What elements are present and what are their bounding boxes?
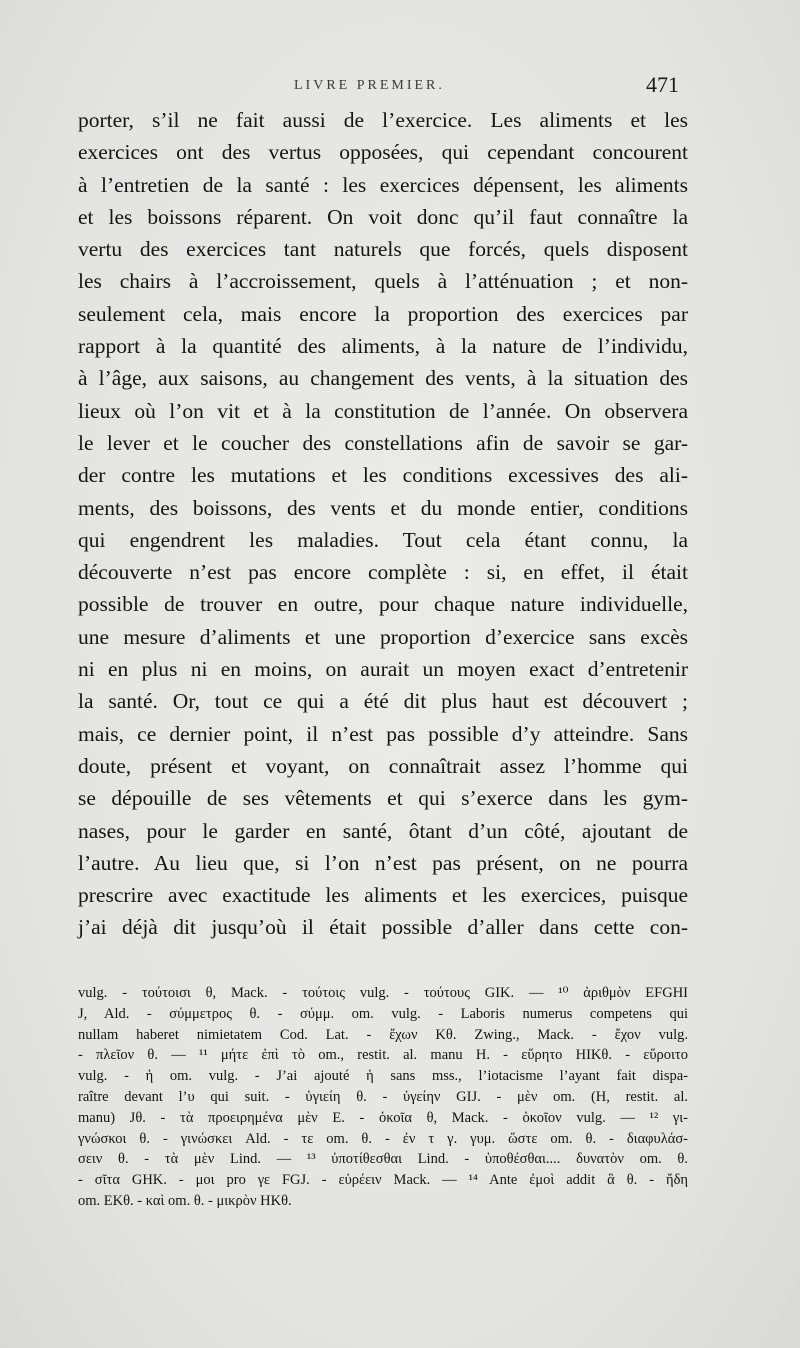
text-line: prescrire avec exactitude les aliments et les exercices, puisque [78, 883, 688, 908]
text-line: vertu des exercices tant naturels que forcés, quels disposent [78, 237, 688, 262]
page-number: 471 [646, 72, 679, 97]
text-line: découverte n’est pas encore complète : si, en effet, il était [78, 560, 688, 585]
footnote-line: nullam haberet nimietatem Cod. Lat. - ἔχων Kθ. Zwing., Mack. - ἔχον vulg. [78, 1026, 688, 1043]
running-title: LIVRE PREMIER. [294, 78, 445, 93]
text-line: lieux où l’on vit et à la constitution de l’année. On observera [78, 398, 688, 423]
footnote-line: J, Ald. - σύμμετρος θ. - σύμμ. om. vulg. - Laboris numerus competens qui [78, 1005, 688, 1022]
text-line: le lever et le coucher des constellations afin de savoir se gar- [78, 430, 688, 455]
text-line: qui engendrent les maladies. Tout cela étant connu, la [78, 527, 688, 552]
footnote-line: vulg. - ἡ om. vulg. - J’ai ajouté ἡ sans mss., l’iotacisme l’ayant fait dispa- [78, 1068, 688, 1085]
text-line: la santé. Or, tout ce qui a été dit plus haut est découvert ; [78, 689, 688, 714]
text-line: doute, présent et voyant, on connaîtrait assez l’homme qui [78, 753, 688, 778]
text-line: seulement cela, mais encore la proportion des exercices par [78, 301, 688, 326]
footnote-line: - σῖτα GHK. - μοι pro γε FGJ. - εὑρέειν Mack. — ¹⁴ Ante ἐμοὶ addit ἃ θ. - ἤδη [78, 1172, 688, 1189]
text-line: exercices ont des vertus opposées, qui cependant concourent [78, 140, 688, 165]
text-line: mais, ce dernier point, il n’est pas possible d’y atteindre. Sans [78, 721, 688, 746]
footnotes [78, 983, 688, 1212]
text-line: porter, s’il ne fait aussi de l’exercice. Les aliments et les [78, 108, 688, 132]
text-line: à l’entretien de la santé : les exercices dépensent, les aliments [78, 172, 688, 197]
text-line: et les boissons réparent. On voit donc qu’il faut connaître la [78, 204, 688, 229]
text-line: nases, pour le garder en santé, ôtant d’un côté, ajoutant de [78, 818, 688, 843]
main-text [78, 104, 688, 944]
running-head [0, 72, 800, 102]
footnote-line: vulg. - τούτοισι θ, Mack. - τούτοις vulg. - τούτους GIK. — ¹⁰ ἀριθμὸν EFGHI [78, 985, 688, 1001]
text-line: se dépouille de ses vêtements et qui s’exerce dans les gym- [78, 786, 688, 811]
footnote-line: manu) Jθ. - τὰ προειρημένα μὲν E. - ὁκοῖα θ, Mack. - ὁκοῖον vulg. — ¹² γι- [78, 1109, 688, 1126]
text-line: der contre les mutations et les conditions excessives des ali- [78, 463, 688, 488]
footnote-line: om. EKθ. - καὶ om. θ. - μικρὸν HKθ. [78, 1192, 292, 1209]
text-line: j’ai déjà dit jusqu’où il était possible d’aller dans cette con- [78, 915, 688, 940]
text-line: rapport à la quantité des aliments, à la nature de l’individu, [78, 334, 688, 359]
text-line: ni en plus ni en moins, on aurait un moyen exact d’entretenir [78, 657, 688, 682]
footnote-line: - πλεῖον θ. — ¹¹ μήτε ἐπὶ τὸ om., restit. al. manu H. - εὕρητο HIKθ. - εὕροιτο [78, 1047, 688, 1064]
text-line: ments, des boissons, des vents et du monde entier, conditions [78, 495, 688, 520]
text-line: possible de trouver en outre, pour chaque nature individuelle, [78, 592, 688, 617]
footnote-line: raître devant l’υ qui suit. - ὑγιείη θ. - ὑγείην GIJ. - μὲν om. (H, restit. al. [78, 1088, 688, 1105]
text-line: les chairs à l’accroissement, quels à l’atténuation ; et non- [78, 269, 688, 294]
text-line: l’autre. Au lieu que, si l’on n’est pas présent, on ne pourra [78, 850, 688, 875]
text-line: à l’âge, aux saisons, au changement des vents, à la situation des [78, 366, 688, 391]
text-line: une mesure d’aliments et une proportion d’exercice sans excès [78, 624, 688, 649]
footnote-line: γνώσκοι θ. - γινώσκει Ald. - τε om. θ. - ἐν τ γ. γυμ. ὥστε om. θ. - διαφυλάσ- [78, 1130, 688, 1147]
footnote-line: σειν θ. - τὰ μὲν Lind. — ¹³ ὑποτίθεσθαι Lind. - ὑποθέσθαι.... δυνατὸν om. θ. [78, 1151, 688, 1168]
